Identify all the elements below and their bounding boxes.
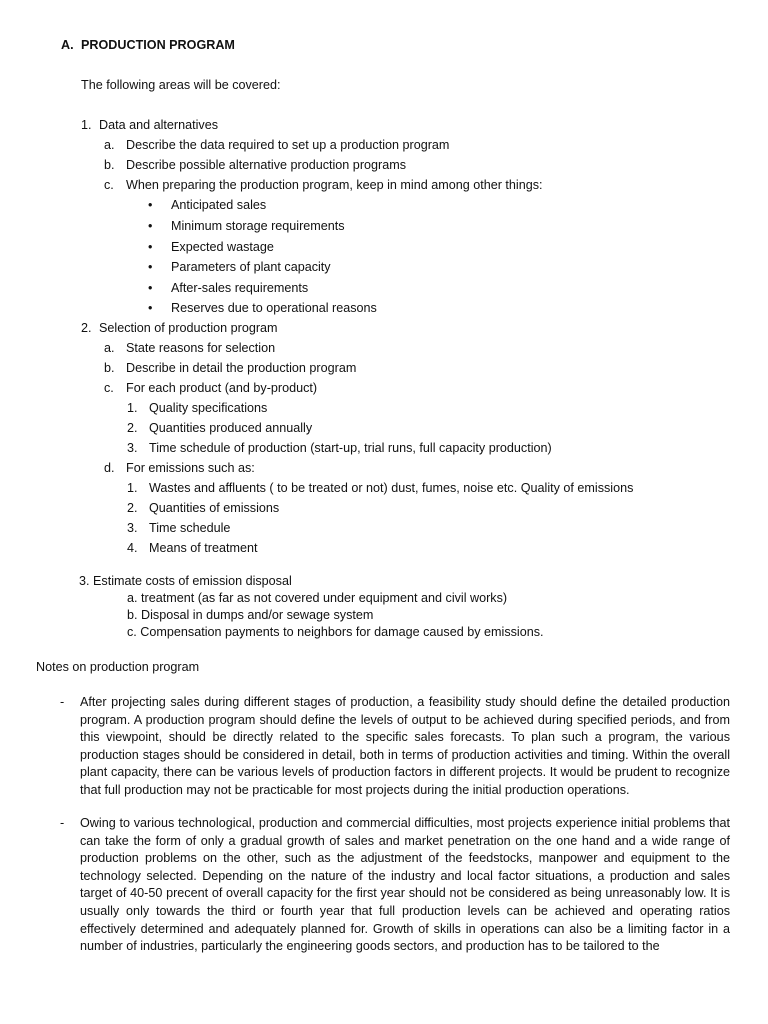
list-marker: b. bbox=[104, 158, 115, 172]
heading-marker: A. bbox=[61, 38, 74, 52]
bullet-item: Reserves due to operational reasons bbox=[171, 301, 377, 315]
bullet-item: After-sales requirements bbox=[171, 281, 309, 295]
sublist-item: Wastes and affluents ( to be treated or not) dust, fumes, noise etc. Quality of emissions bbox=[149, 481, 634, 495]
section2-marker: 2. bbox=[81, 321, 92, 335]
sublist-marker: 4. bbox=[127, 541, 138, 555]
bullet-item: Parameters of plant capacity bbox=[171, 260, 331, 274]
bullet-icon: • bbox=[148, 240, 153, 254]
bullet-item: Minimum storage requirements bbox=[171, 219, 345, 233]
section3-item: c. Compensation payments to neighbors for damage caused by emissions. bbox=[127, 625, 544, 639]
sublist-item: Quality specifications bbox=[149, 401, 268, 415]
intro-text: The following areas will be covered: bbox=[81, 78, 281, 92]
list-marker: a. bbox=[104, 341, 115, 355]
bullet-icon: • bbox=[148, 219, 153, 233]
sublist-marker: 3. bbox=[127, 441, 138, 455]
list-item: Describe the data required to set up a production program bbox=[126, 138, 450, 152]
notes-paragraph: After projecting sales during different stages of production, a feasibility study should define the detailed production program. A production program should define the levels of output to be achieved during specified periods, and from this viewpoint, should be directly related to the specific sales forecasts. To plan such a program, the various production stages should be considered in detail, both in terms of production activities and timing. Within the overall plant capacity, there can be various levels of production factors in different projects. It would be prudent to recognize that full production may not be practicable for most projects during the initial production operations. bbox=[80, 695, 730, 797]
sublist-item: Quantities of emissions bbox=[149, 501, 280, 515]
list-marker: b. bbox=[104, 361, 115, 375]
sublist-marker: 3. bbox=[127, 521, 138, 535]
list-item: Describe in detail the production program bbox=[126, 361, 357, 375]
bullet-icon: • bbox=[148, 260, 153, 274]
bullet-icon: • bbox=[148, 198, 153, 212]
section3-item: b. Disposal in dumps and/or sewage system bbox=[127, 608, 374, 622]
bullet-icon: • bbox=[148, 281, 153, 295]
list-item: State reasons for selection bbox=[126, 341, 276, 355]
page-title: PRODUCTION PROGRAM bbox=[81, 38, 235, 52]
sublist-item: Means of treatment bbox=[149, 541, 258, 555]
list-marker: a. bbox=[104, 138, 115, 152]
section1-marker: 1. bbox=[81, 118, 92, 132]
section2-title: Selection of production program bbox=[99, 321, 278, 335]
sublist-marker: 2. bbox=[127, 421, 138, 435]
list-item: Describe possible alternative production programs bbox=[126, 158, 407, 172]
list-marker: c. bbox=[104, 381, 114, 395]
list-item: When preparing the production program, keep in mind among other things: bbox=[126, 178, 543, 192]
list-marker: c. bbox=[104, 178, 114, 192]
sublist-marker: 1. bbox=[127, 401, 138, 415]
bullet-item: Expected wastage bbox=[171, 240, 274, 254]
list-marker: d. bbox=[104, 461, 115, 475]
bullet-item: Anticipated sales bbox=[171, 198, 267, 212]
list-item: For emissions such as: bbox=[126, 461, 255, 475]
list-item: For each product (and by-product) bbox=[126, 381, 318, 395]
dash-marker: - bbox=[60, 816, 65, 830]
sublist-marker: 2. bbox=[127, 501, 138, 515]
section3-item: a. treatment (as far as not covered under equipment and civil works) bbox=[127, 591, 508, 605]
bullet-icon: • bbox=[148, 301, 153, 315]
dash-marker: - bbox=[60, 695, 65, 709]
sublist-marker: 1. bbox=[127, 481, 138, 495]
sublist-item: Time schedule of production (start-up, trial runs, full capacity production) bbox=[149, 441, 552, 455]
sublist-item: Quantities produced annually bbox=[149, 421, 313, 435]
notes-title: Notes on production program bbox=[36, 660, 200, 674]
section1-title: Data and alternatives bbox=[99, 118, 219, 132]
sublist-item: Time schedule bbox=[149, 521, 231, 535]
notes-paragraph: Owing to various technological, production and commercial difficulties, most projects experience initial problems that can take the form of only a gradual growth of sales and market penetration on the one hand and a wide range of production problems on the other, such as the adjustment of the feedstocks, manpower and equipment to the technology selected. Depending on the nature of the industry and local factor situations, a production and sales target of 40-50 precent of overall capacity for the first year should not be considered as being unreasonably low. It is usually only towards the third or fourth year that full production levels can be achieved and operating ratios effectively determined and adequately planned for. Growth of skills in operations can also be a limiting factor in a number of industries, particularly the engineering goods sectors, and production has to be tailored to the bbox=[80, 816, 730, 954]
section3-title: 3. Estimate costs of emission disposal bbox=[79, 574, 292, 588]
